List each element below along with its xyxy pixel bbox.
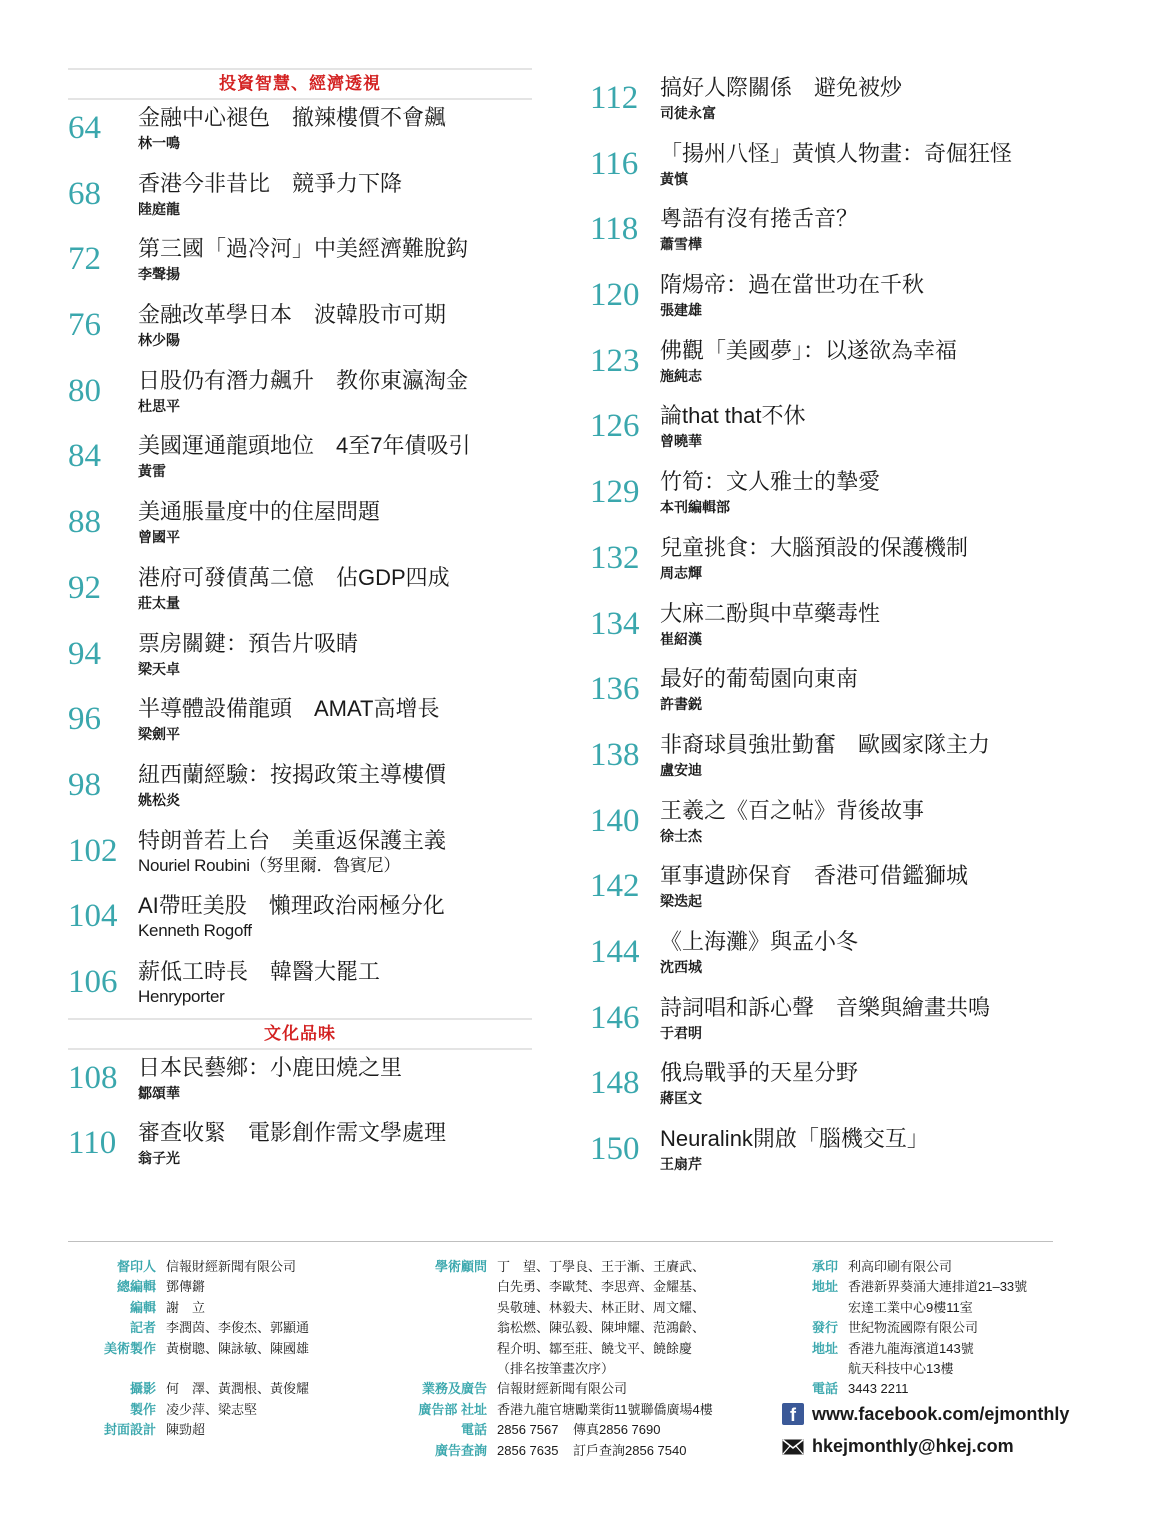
article-author: 王扇芹 — [660, 1156, 702, 1172]
credit-value: 李潤茵、李俊杰、郭顯通 — [166, 1320, 310, 1336]
toc-entry[interactable] — [590, 1055, 1060, 1121]
credit-label: 廣告查詢 — [434, 1442, 487, 1458]
credit-value: 吳敬璉、林毅夫、林正財、周文耀、 — [497, 1299, 706, 1315]
toc-entry[interactable] — [68, 691, 532, 757]
article-title: 港府可發債萬二億 佔GDP四成 — [138, 564, 450, 590]
credit-value: 翁松燃、陳弘毅、陳坤耀、范鴻齡、 — [497, 1320, 706, 1336]
article-title: 《上海灘》與孟小冬 — [660, 928, 859, 954]
article-title: 美通脹量度中的住屋問題 — [138, 499, 381, 525]
toc-right-column — [590, 70, 1060, 1187]
credit-row — [790, 1318, 1027, 1338]
page-number: 129 — [590, 474, 640, 511]
toc-entry[interactable] — [590, 464, 1060, 530]
toc-entry[interactable] — [68, 166, 532, 232]
article-title: 審查收緊 電影創作需文學處理 — [138, 1120, 447, 1146]
page-number: 80 — [68, 372, 101, 409]
article-author: 鄒頌華 — [138, 1084, 180, 1101]
credit-value: 信報財經新聞有限公司 — [497, 1381, 628, 1397]
section-heading-investment: 投資智慧、經濟透視 — [68, 68, 532, 100]
toc-entry[interactable] — [590, 727, 1060, 793]
credit-label: 總編輯 — [116, 1279, 156, 1295]
credit-value: 何 澤、黃潤根、黃俊耀 — [166, 1381, 310, 1397]
page-number: 108 — [68, 1059, 118, 1096]
article-title: 薪低工時長 韓醫大罷工 — [138, 958, 381, 984]
credit-value: 陳勁超 — [166, 1422, 206, 1438]
toc-entry[interactable] — [68, 297, 532, 363]
credits-printing — [790, 1257, 1027, 1400]
toc-list-investment — [68, 100, 532, 1020]
page-number: 68 — [68, 175, 101, 212]
credit-value: 香港九龍官塘勵業街11號聯僑廣場4樓 — [497, 1401, 713, 1417]
page-number: 134 — [590, 605, 640, 642]
credit-label: 封面設計 — [103, 1422, 156, 1438]
toc-entry[interactable] — [68, 363, 532, 429]
article-author: 于君明 — [660, 1024, 702, 1041]
credit-value: 航天科技中心13樓 — [848, 1361, 954, 1377]
page-number: 142 — [590, 868, 640, 905]
article-title: 半導體設備龍頭 AMAT高增長 — [138, 696, 440, 722]
credit-value: 利高印刷有限公司 — [848, 1259, 953, 1274]
page-number: 110 — [68, 1125, 117, 1162]
credit-value: 香港新界葵涌大連排道21–33號 — [848, 1279, 1028, 1295]
toc-entry[interactable] — [68, 428, 532, 494]
credit-row — [68, 1379, 309, 1399]
page-number: 118 — [590, 211, 639, 248]
page-number: 72 — [68, 241, 101, 278]
article-author: 梁迭起 — [660, 893, 702, 910]
article-title: 論that that不休 — [660, 403, 806, 429]
credit-label: 美術製作 — [103, 1340, 156, 1356]
credit-value: （排名按筆畫次序） — [497, 1361, 615, 1377]
credit-value: 2856 7567 — [497, 1422, 559, 1438]
page-number: 136 — [590, 671, 640, 708]
page-number: 120 — [590, 277, 640, 314]
credit-row — [68, 1339, 309, 1359]
page-number: 116 — [590, 145, 639, 182]
article-author: 曾國平 — [138, 529, 180, 546]
article-author: 莊太量 — [138, 594, 180, 611]
toc-entry[interactable] — [68, 888, 532, 954]
toc-entry[interactable] — [590, 858, 1060, 924]
credit-label: 記者 — [129, 1320, 156, 1336]
article-title: 日股仍有潛力飆升 教你東瀛淘金 — [138, 367, 469, 393]
article-author: 蔣匡文 — [660, 1090, 702, 1107]
credit-label: 電話 — [460, 1422, 487, 1438]
email-link[interactable] — [782, 1436, 1014, 1457]
credit-value: 2856 7690 — [599, 1422, 661, 1438]
article-title: 粵語有沒有捲舌音？ — [660, 206, 859, 232]
article-title: 大麻二酚與中草藥毒性 — [660, 600, 881, 626]
credit-value: 信報財經新聞有限公司 — [166, 1259, 297, 1274]
article-title: 詩詞唱和訴心聲 音樂與繪畫共鳴 — [660, 994, 991, 1020]
article-author: 許書鋭 — [660, 696, 702, 713]
credit-label: 訂戶查詢 — [573, 1442, 626, 1458]
article-author: 林少陽 — [138, 332, 180, 349]
credit-label: 承印 — [811, 1259, 838, 1274]
credit-label: 業務及廣告 — [421, 1381, 487, 1397]
credit-label: 發行 — [811, 1320, 838, 1336]
page-number: 94 — [68, 635, 101, 672]
article-author: 徐士杰 — [660, 827, 702, 844]
credit-label: 廣告部 社址 — [418, 1401, 487, 1417]
page-number: 76 — [68, 307, 101, 344]
toc-entry[interactable] — [590, 398, 1060, 464]
toc-entry[interactable] — [590, 924, 1060, 990]
article-author: 林一鳴 — [138, 135, 180, 151]
credit-value: 丁 望、丁學良、王于漸、王賡武、 — [497, 1259, 706, 1274]
article-author: 本刊編輯部 — [660, 499, 730, 516]
toc-entry[interactable] — [68, 626, 532, 692]
article-author: Henryporter — [138, 986, 225, 1006]
credit-label: 地址 — [811, 1340, 838, 1356]
article-title: 隋煬帝：過在當世功在千秋 — [660, 272, 925, 298]
toc-entry[interactable] — [590, 267, 1060, 333]
credit-row — [68, 1400, 309, 1420]
article-author: 陸庭龍 — [138, 200, 180, 217]
credit-label: 編輯 — [129, 1299, 156, 1315]
credit-label — [790, 1359, 838, 1379]
article-author: 施純志 — [660, 367, 702, 384]
page-number: 106 — [68, 963, 118, 1000]
toc-list-culture — [68, 1050, 532, 1181]
page-number: 138 — [590, 736, 640, 773]
credit-value: 2856 7540 — [625, 1442, 687, 1458]
toc-left-column — [68, 68, 532, 1181]
toc-entry[interactable] — [68, 954, 532, 1020]
toc-entry[interactable] — [590, 333, 1060, 399]
article-author: 翁子光 — [138, 1150, 180, 1167]
credit-value: 2856 7635 — [497, 1442, 559, 1458]
article-title: 金融中心褪色 撤辣樓價不會飆 — [138, 105, 447, 130]
facebook-icon: f — [782, 1403, 804, 1425]
credits-staff — [68, 1257, 309, 1441]
facebook-link[interactable] — [782, 1403, 1069, 1425]
credit-label: 攝影 — [129, 1381, 156, 1397]
article-title: AI帶旺美股 懶理政治兩極分化 — [138, 893, 445, 919]
credit-row — [68, 1277, 309, 1297]
article-author: 杜思平 — [138, 397, 180, 414]
toc-entry[interactable] — [590, 793, 1060, 859]
credits-business — [395, 1257, 713, 1461]
page-number: 102 — [68, 832, 118, 869]
article-title: 竹筍：文人雅士的摯愛 — [660, 469, 881, 495]
page-number: 148 — [590, 1065, 640, 1102]
article-title: 最好的葡萄園向東南 — [660, 666, 859, 692]
toc-entry[interactable] — [68, 560, 532, 626]
page-number: 140 — [590, 802, 640, 839]
toc-entry[interactable] — [590, 136, 1060, 202]
article-title: 票房關鍵：預告片吸睛 — [138, 630, 359, 656]
article-title: 搞好人際關係 避免被炒 — [660, 75, 903, 100]
credit-value: 宏達工業中心9樓11室 — [848, 1299, 973, 1315]
facebook-url[interactable]: www.facebook.com/ejmonthly — [812, 1403, 1070, 1424]
article-author: 張建雄 — [660, 302, 702, 319]
article-author: 李聲揚 — [138, 266, 180, 283]
toc-entry[interactable] — [590, 990, 1060, 1056]
article-title: 俄烏戰爭的天星分野 — [660, 1060, 859, 1086]
page-number: 144 — [590, 933, 640, 970]
credit-value: 謝 立 — [166, 1299, 206, 1315]
article-title: 非裔球員強壯勤奮 歐國家隊主力 — [660, 731, 991, 757]
page-number: 123 — [590, 342, 640, 379]
article-title: 軍事遺跡保育 香港可借鑑獅城 — [660, 863, 969, 889]
article-title: 金融改革學日本 波韓股市可期 — [138, 302, 447, 328]
credit-label: 地址 — [811, 1279, 838, 1295]
page-number: 126 — [590, 408, 640, 445]
article-title: Neuralink開啟「腦機交互」 — [660, 1126, 929, 1151]
article-author: 周志輝 — [660, 564, 702, 581]
credit-value: 鄧傳鏘 — [166, 1279, 206, 1295]
section-heading-culture: 文化品味 — [68, 1018, 532, 1050]
article-author: 梁天卓 — [138, 660, 180, 677]
credit-value: 世紀物流國際有限公司 — [848, 1320, 979, 1336]
article-author: 梁劍平 — [138, 726, 180, 743]
toc-entry[interactable] — [68, 757, 532, 823]
credit-value: 凌少萍、梁志堅 — [166, 1401, 258, 1417]
credit-row — [68, 1257, 309, 1277]
toc-entry[interactable] — [590, 201, 1060, 267]
toc-entry[interactable] — [68, 1050, 532, 1116]
credit-row — [790, 1298, 1027, 1318]
article-author: 盧安迪 — [660, 761, 702, 778]
toc-entry[interactable] — [590, 1121, 1060, 1187]
toc-list-right — [590, 70, 1060, 1187]
credit-value: 香港九龍海濱道143號 — [848, 1340, 974, 1356]
credit-label: 電話 — [811, 1381, 838, 1397]
article-title: 日本民藝鄉：小鹿田燒之里 — [138, 1054, 403, 1080]
credit-label: 督印人 — [116, 1259, 156, 1274]
article-author: 沈西城 — [660, 958, 702, 975]
page-number: 88 — [68, 504, 101, 541]
toc-entry[interactable] — [68, 100, 532, 166]
credit-row — [68, 1298, 309, 1318]
page-number: 112 — [590, 80, 639, 116]
page-number: 132 — [590, 539, 640, 576]
article-title: 紐西蘭經驗：按揭政策主導樓價 — [138, 761, 447, 787]
credit-row — [68, 1318, 309, 1338]
page-number: 98 — [68, 766, 101, 803]
article-title: 王羲之《百之帖》背後故事 — [660, 797, 925, 823]
toc-entry[interactable] — [590, 596, 1060, 662]
credit-label — [790, 1298, 838, 1318]
page-number: 64 — [68, 110, 101, 146]
credit-row — [790, 1359, 1027, 1379]
credit-value: 白先勇、李歐梵、李思齊、金耀基、 — [497, 1279, 706, 1295]
page-number: 84 — [68, 438, 101, 475]
article-author: 司徒永富 — [660, 105, 716, 121]
toc-entry[interactable] — [68, 494, 532, 560]
toc-entry[interactable] — [68, 1115, 532, 1181]
credit-row — [68, 1420, 309, 1440]
article-author: 黃雷 — [138, 463, 166, 480]
credit-row — [790, 1257, 1027, 1277]
credit-label: 製作 — [129, 1401, 156, 1417]
article-title: 特朗普若上台 美重返保護主義 — [138, 827, 447, 853]
toc-entry[interactable] — [590, 70, 1060, 136]
credit-label: 傳真 — [573, 1422, 600, 1438]
page-number: 146 — [590, 999, 640, 1036]
credit-value: 3443 2211 — [848, 1381, 909, 1397]
article-title: 「揚州八怪」黃慎人物畫：奇倔狂怪 — [660, 140, 1013, 166]
credit-row — [790, 1339, 1027, 1359]
article-author: Nouriel Roubini（努里爾．魯賓尼） — [138, 855, 401, 875]
article-title: 佛觀「美國夢」：以遂欲為幸福 — [660, 337, 958, 363]
page-number: 92 — [68, 569, 101, 606]
envelope-icon — [782, 1439, 804, 1455]
page-number: 150 — [590, 1131, 640, 1167]
page-number: 96 — [68, 701, 101, 738]
article-title: 兒童挑食：大腦預設的保護機制 — [660, 534, 969, 560]
article-title: 第三國「過冷河」中美經濟難脫鈎 — [138, 236, 469, 262]
footer-divider — [68, 1241, 1053, 1242]
toc-entry[interactable] — [590, 661, 1060, 727]
article-author: 黃慎 — [660, 170, 688, 187]
article-author: 蕭雪樺 — [660, 236, 702, 253]
page-number: 104 — [68, 898, 118, 935]
article-title: 美國運通龍頭地位 4至7年債吸引 — [138, 433, 471, 459]
credit-row — [790, 1277, 1027, 1297]
toc-entry[interactable] — [68, 823, 532, 889]
credit-value: 黃樹聰、陳詠敏、陳國雄 — [166, 1340, 310, 1356]
article-author: Kenneth Rogoff — [138, 921, 252, 941]
credit-row — [790, 1379, 1027, 1399]
article-title: 香港今非昔比 競爭力下降 — [138, 170, 403, 196]
email-address[interactable]: hkejmonthly@hkej.com — [812, 1436, 1014, 1456]
article-author: 曾曉華 — [660, 433, 702, 450]
toc-entry[interactable] — [590, 530, 1060, 596]
article-author: 姚松炎 — [138, 791, 180, 808]
toc-entry[interactable] — [68, 231, 532, 297]
credit-label: 學術顧問 — [434, 1259, 487, 1274]
credit-value: 程介明、鄒至莊、饒戈平、饒餘慶 — [497, 1340, 693, 1356]
article-author: 崔紹漢 — [660, 630, 702, 647]
